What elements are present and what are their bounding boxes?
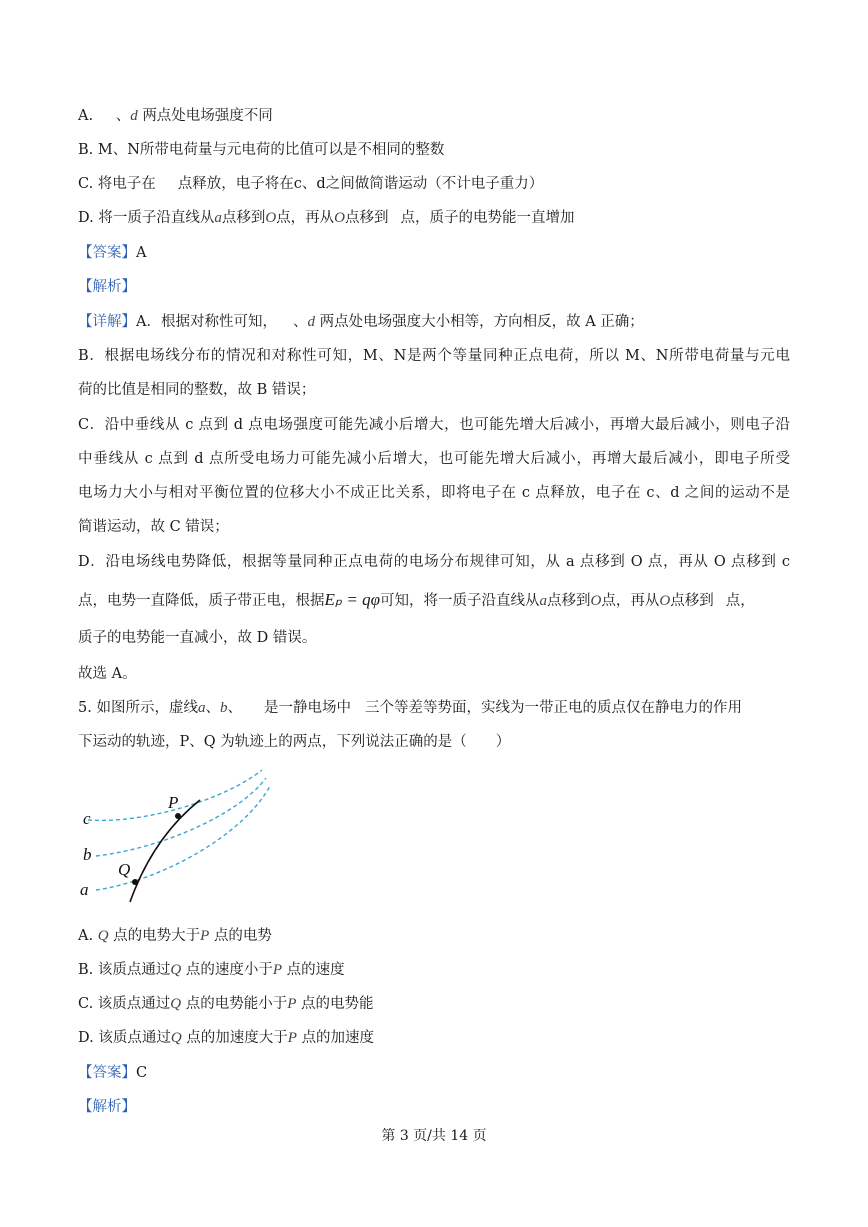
variable: O: [265, 210, 277, 226]
option-text: 点的速度小于: [185, 962, 273, 978]
option-text: 点的电势能: [301, 996, 374, 1012]
detail-tag: 【详解】: [78, 314, 136, 330]
q4-detail-b-line1: B．根据电场线分布的情况和对称性可知，M、N是两个等量同种正点电荷，所以 M、N所带电荷量与元电: [78, 348, 790, 364]
option-text: 点释放，电子将在c、d之间做简谐运动（不计电子重力）: [177, 176, 544, 192]
option-text: 点，再从: [276, 210, 335, 226]
separator: 、: [227, 700, 242, 716]
answer-tag: 【答案】: [78, 1065, 136, 1081]
option-text: 点，质子的电势能一直增加: [400, 210, 575, 226]
q4-detail-b-line2: 荷的比值是相同的整数，故 B 错误；: [78, 382, 316, 398]
option-label: D.: [78, 210, 94, 226]
label-a: a: [80, 880, 89, 899]
q4-option-b: [78, 140, 444, 160]
option-label: C.: [78, 996, 94, 1012]
detail-text: A．根据对称性可知，: [136, 314, 277, 330]
option-text: 该质点通过: [97, 962, 171, 978]
formula: Eₚ = qφ: [324, 590, 381, 609]
q4-detail-d-line2: [78, 590, 755, 611]
variable: a: [197, 700, 206, 716]
point-p-dot: [175, 813, 181, 819]
option-text: 点的电势大于: [113, 928, 201, 944]
detail-text: 点移到: [670, 593, 714, 609]
detail-text: 两点处电场强度大小相等，方向相反，故 A 正确；: [319, 314, 644, 330]
option-text: 点的速度: [286, 962, 345, 978]
separator: 、: [205, 700, 220, 716]
q4-detail-c-line1: C．沿中垂线从 c 点到 d 点电场强度可能先减小后增大，也可能先增大后减小，再增大最后减小，则电子沿: [78, 417, 790, 433]
option-text: 该质点通过: [98, 1030, 171, 1046]
detail-text: 可知，将一质子沿直线从: [380, 593, 540, 609]
q4-detail-c-line3: 电场力大小与相对平衡位置的位移大小不成正比关系，即将电子在 c 点释放，电子在 c、d 之间的运动不是: [78, 485, 790, 501]
option-text: 将电子在: [97, 176, 156, 192]
q4-conclusion: 故选 A。: [78, 666, 137, 682]
option-label: D.: [78, 1030, 94, 1046]
separator: 、: [292, 314, 308, 330]
q5-stem-line1: [78, 698, 742, 718]
option-text: 将一质子沿直线从: [98, 210, 215, 226]
label-b: b: [83, 845, 92, 864]
option-label: A.: [78, 108, 94, 124]
stem-text: 是一静电场中: [263, 700, 351, 716]
detail-text: 点，再从: [601, 593, 660, 609]
option-text: 该质点通过: [97, 996, 171, 1012]
q4-detail-d-line1: D．沿电场线电势降低，根据等量同种正点电荷的电场分布规律可知，从 a 点移到 O 点，再从 O 点移到 c: [78, 554, 790, 570]
q4-detail-c-line2: 中垂线从 c 点到 d 点所受电场力可能先减小后增大，也可能先增大后减小，再增大最后减小，即电子所受: [78, 451, 790, 467]
variable: P: [287, 996, 297, 1012]
option-text: 两点处电场强度不同: [142, 108, 273, 124]
variable: Q: [97, 928, 109, 944]
variable: d: [307, 314, 315, 330]
option-text: 点的加速度大于: [186, 1030, 288, 1046]
q5-option-b: [78, 960, 345, 980]
label-c: c: [83, 809, 91, 828]
q4-option-a: [78, 106, 273, 126]
analysis-tag: 【解析】: [78, 1099, 136, 1115]
variable: Q: [170, 996, 182, 1012]
variable: P: [200, 928, 210, 944]
option-text: M、N所带电荷量与元电荷的比值可以是不相同的整数: [97, 142, 445, 158]
trajectory-line: [130, 800, 200, 902]
separator: 、: [115, 108, 131, 124]
page-footer: 第 3 页/共 14 页: [381, 1128, 487, 1144]
option-label: B.: [78, 962, 94, 978]
q4-option-c: [78, 174, 543, 194]
option-text: 点移到: [221, 210, 266, 226]
analysis-tag: 【解析】: [78, 279, 136, 295]
answer-value: C: [136, 1065, 148, 1081]
option-text: 点的电势能小于: [185, 996, 288, 1012]
q5-option-a: [78, 926, 272, 946]
variable: d: [130, 108, 138, 124]
q4-detail-a: [78, 312, 644, 332]
q4-analysis-heading: [78, 277, 136, 297]
variable: P: [287, 1030, 297, 1046]
variable: a: [539, 593, 548, 609]
variable: b: [219, 700, 228, 716]
variable: Q: [170, 1030, 182, 1046]
q5-answer: [78, 1063, 147, 1083]
q5-option-c: [78, 994, 374, 1014]
label-q: Q: [118, 860, 131, 879]
option-label: A.: [78, 928, 94, 944]
option-text: 点的电势: [213, 928, 272, 944]
option-text: 点的加速度: [301, 1030, 375, 1046]
answer-value: A: [136, 245, 147, 261]
variable: O: [590, 593, 602, 609]
q4-answer: [78, 243, 146, 263]
answer-tag: 【答案】: [78, 245, 136, 261]
q4-detail-c-line4: 简谐运动，故 C 错误；: [78, 519, 229, 535]
variable: O: [659, 593, 671, 609]
option-label: C.: [78, 176, 94, 192]
stem-text: 5. 如图所示，虚线: [78, 700, 198, 716]
variable: O: [334, 210, 346, 226]
equipotential-figure: [74, 764, 274, 904]
detail-text: 点，电势一直降低，质子带正电，根据: [78, 593, 325, 609]
q5-option-d: [78, 1028, 374, 1048]
q5-stem-line2: 下运动的轨迹，P、Q 为轨迹上的两点，下列说法正确的是（ ）: [78, 734, 511, 750]
label-p: P: [168, 793, 179, 812]
q5-analysis-heading: [78, 1097, 136, 1117]
option-label: B.: [78, 142, 94, 158]
q4-detail-d-line3: 质子的电势能一直减小，故 D 错误。: [78, 630, 317, 646]
detail-text: 点，: [725, 593, 755, 609]
detail-text: 点移到: [547, 593, 591, 609]
q4-option-d: [78, 208, 575, 228]
stem-text: 三个等差等势面，实线为一带正电的质点仅在静电力的作用: [364, 700, 742, 716]
variable: Q: [170, 962, 182, 978]
point-q-dot: [132, 879, 138, 885]
variable: a: [214, 210, 222, 226]
variable: P: [272, 962, 282, 978]
option-text: 点移到: [345, 210, 389, 226]
